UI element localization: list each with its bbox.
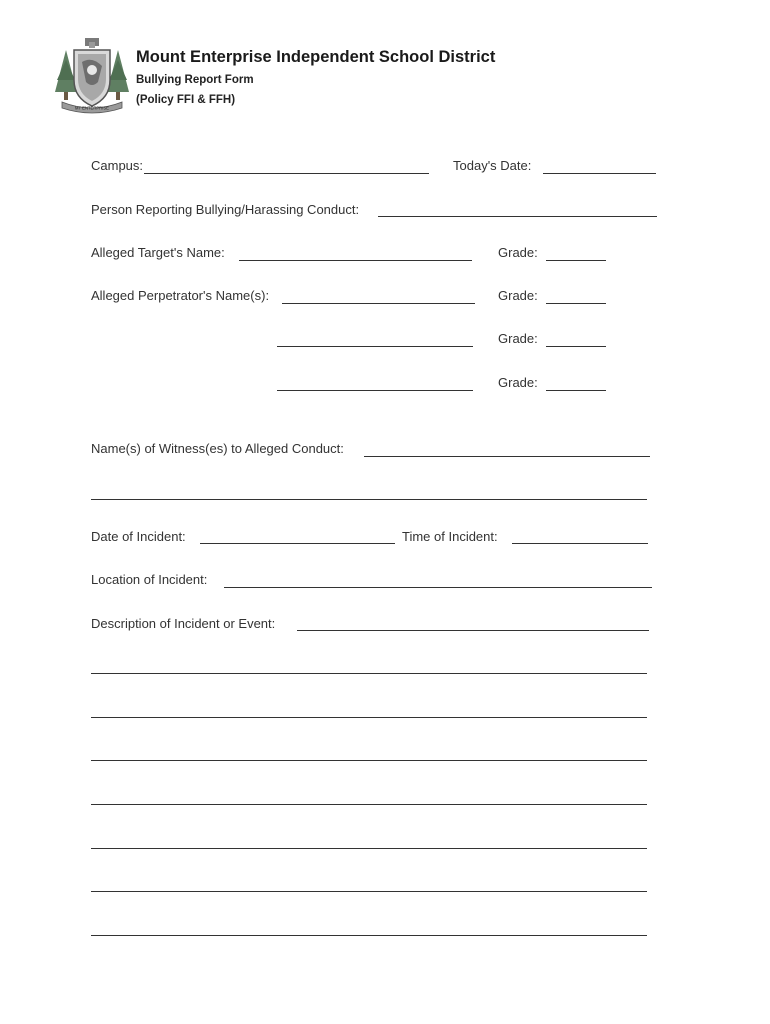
todays-date-field[interactable] (543, 173, 656, 174)
target-name-field[interactable] (239, 260, 472, 261)
description-label: Description of Incident or Event: (91, 616, 276, 631)
perpetrator-names-label: Alleged Perpetrator's Name(s): (91, 288, 270, 303)
perpetrator-name-field-2[interactable] (277, 346, 473, 347)
description-field-2[interactable] (91, 673, 647, 674)
person-reporting-label: Person Reporting Bullying/Harassing Conduct: (91, 202, 360, 217)
form-subtitle: Bullying Report Form (136, 74, 254, 86)
location-label: Location of Incident: (91, 572, 208, 587)
date-of-incident-label: Date of Incident: (91, 529, 186, 544)
campus-field[interactable] (144, 173, 429, 174)
perpetrator-grade-label-3: Grade: (498, 375, 538, 390)
description-field-1[interactable] (297, 630, 649, 631)
target-grade-field[interactable] (546, 260, 606, 261)
page-title: Mount Enterprise Independent School District (136, 48, 496, 66)
description-field-6[interactable] (91, 848, 647, 849)
todays-date-label: Today's Date: (453, 158, 532, 173)
perpetrator-grade-field-1[interactable] (546, 303, 606, 304)
logo-banner-text: MT ENTERPRISE (75, 105, 109, 111)
perpetrator-name-field-1[interactable] (282, 303, 475, 304)
target-grade-label: Grade: (498, 245, 538, 260)
description-field-5[interactable] (91, 804, 647, 805)
description-field-8[interactable] (91, 935, 647, 936)
time-of-incident-field[interactable] (512, 543, 648, 544)
witnesses-label: Name(s) of Witness(es) to Alleged Conduct: (91, 441, 344, 456)
perpetrator-grade-label-1: Grade: (498, 288, 538, 303)
person-reporting-field[interactable] (378, 216, 657, 217)
perpetrator-grade-label-2: Grade: (498, 331, 538, 346)
perpetrator-name-field-3[interactable] (277, 390, 473, 391)
date-of-incident-field[interactable] (200, 543, 395, 544)
perpetrator-grade-field-2[interactable] (546, 346, 606, 347)
description-field-3[interactable] (91, 717, 647, 718)
time-of-incident-label: Time of Incident: (402, 529, 498, 544)
district-crest-logo (52, 36, 132, 116)
description-field-4[interactable] (91, 760, 647, 761)
policy-reference: (Policy FFI & FFH) (136, 94, 236, 106)
witnesses-field-1[interactable] (364, 456, 650, 457)
location-field[interactable] (224, 587, 652, 588)
description-field-7[interactable] (91, 891, 647, 892)
witnesses-field-2[interactable] (91, 499, 647, 500)
perpetrator-grade-field-3[interactable] (546, 390, 606, 391)
campus-label: Campus: (91, 158, 144, 173)
target-name-label: Alleged Target's Name: (91, 245, 225, 260)
